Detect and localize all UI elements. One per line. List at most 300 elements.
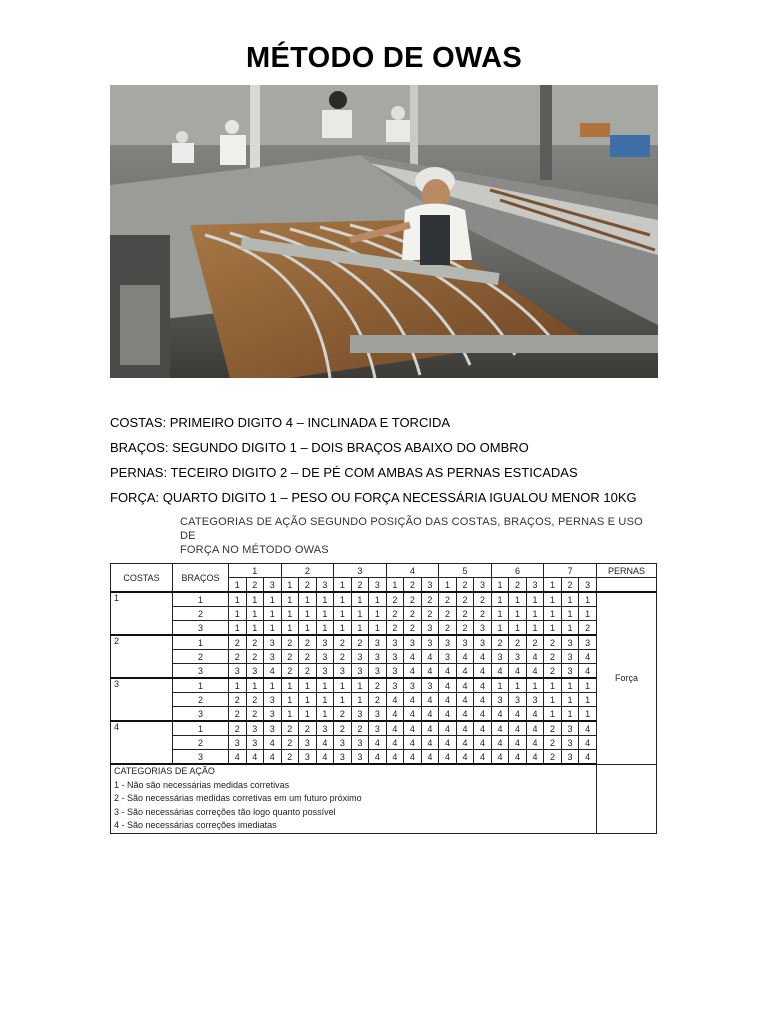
action-category-cell: 3 bbox=[439, 635, 457, 650]
bracos-value: 1 bbox=[173, 592, 229, 607]
action-category-cell: 1 bbox=[334, 678, 352, 693]
action-category-cell: 4 bbox=[491, 721, 509, 736]
action-category-cell: 1 bbox=[579, 592, 597, 607]
action-category-cell: 3 bbox=[386, 635, 404, 650]
action-category-cell: 1 bbox=[316, 693, 334, 707]
action-category-cell: 4 bbox=[264, 736, 282, 750]
action-category-cell: 4 bbox=[526, 736, 544, 750]
action-category-cell: 4 bbox=[579, 664, 597, 679]
action-category-cell: 3 bbox=[299, 736, 317, 750]
action-category-cell: 1 bbox=[334, 592, 352, 607]
action-category-cell: 1 bbox=[544, 693, 562, 707]
action-category-cell: 4 bbox=[491, 736, 509, 750]
action-category-cell: 4 bbox=[474, 678, 492, 693]
action-category-cell: 1 bbox=[351, 621, 369, 636]
table-row bbox=[111, 621, 657, 636]
action-category-cell: 1 bbox=[369, 621, 387, 636]
action-category-cell: 4 bbox=[579, 736, 597, 750]
bracos-value: 2 bbox=[173, 693, 229, 707]
header-forca-value: 2 bbox=[456, 578, 474, 593]
action-category-cell: 4 bbox=[526, 650, 544, 664]
action-category-cell: 1 bbox=[229, 621, 247, 636]
action-category-cell: 1 bbox=[526, 678, 544, 693]
action-category-cell: 4 bbox=[474, 736, 492, 750]
action-category-cell: 2 bbox=[281, 635, 299, 650]
action-category-cell: 1 bbox=[561, 678, 579, 693]
action-category-cell: 4 bbox=[491, 664, 509, 679]
action-category-cell: 4 bbox=[439, 693, 457, 707]
action-category-cell: 2 bbox=[439, 592, 457, 607]
action-category-cell: 2 bbox=[281, 721, 299, 736]
action-category-cell: 4 bbox=[509, 736, 527, 750]
action-category-cell: 1 bbox=[246, 607, 264, 621]
table-row bbox=[111, 607, 657, 621]
table-row bbox=[111, 693, 657, 707]
action-category-cell: 3 bbox=[509, 650, 527, 664]
header-forca-value: 2 bbox=[246, 578, 264, 593]
action-category-cell: 2 bbox=[299, 664, 317, 679]
costas-line: COSTAS: PRIMEIRO DIGITO 4 – INCLINADA E TORCIDA bbox=[110, 415, 450, 430]
pernas-line: PERNAS: TECEIRO DIGITO 2 – DE PÉ COM AMBAS AS PERNAS ESTICADAS bbox=[110, 465, 578, 480]
action-category-cell: 2 bbox=[526, 635, 544, 650]
action-category-cell: 3 bbox=[264, 635, 282, 650]
action-category-cell: 1 bbox=[299, 693, 317, 707]
action-category-cell: 4 bbox=[404, 707, 422, 722]
action-category-cell: 2 bbox=[544, 736, 562, 750]
action-category-cell: 1 bbox=[281, 707, 299, 722]
action-category-cell: 1 bbox=[526, 607, 544, 621]
action-category-cell: 3 bbox=[351, 650, 369, 664]
header-forca-value: 1 bbox=[334, 578, 352, 593]
header-forca-value: 2 bbox=[404, 578, 422, 593]
action-category-cell: 1 bbox=[299, 621, 317, 636]
action-category-cell: 1 bbox=[299, 707, 317, 722]
bracos-value: 2 bbox=[173, 607, 229, 621]
action-category-cell: 3 bbox=[386, 678, 404, 693]
action-category-cell: 2 bbox=[491, 635, 509, 650]
action-category-cell: 1 bbox=[491, 607, 509, 621]
action-category-cell: 2 bbox=[456, 607, 474, 621]
action-category-cell: 4 bbox=[474, 750, 492, 765]
action-category-cell: 1 bbox=[509, 678, 527, 693]
action-category-cell: 2 bbox=[404, 621, 422, 636]
owas-action-table bbox=[110, 563, 657, 834]
action-category-cell: 2 bbox=[229, 707, 247, 722]
table-row bbox=[111, 635, 657, 650]
action-category-cell: 1 bbox=[299, 607, 317, 621]
action-category-cell: 3 bbox=[509, 693, 527, 707]
header-costas: COSTAS bbox=[111, 564, 173, 593]
action-category-cell: 3 bbox=[561, 664, 579, 679]
action-category-cell: 2 bbox=[544, 721, 562, 736]
action-category-cell: 4 bbox=[456, 736, 474, 750]
bracos-value: 3 bbox=[173, 664, 229, 679]
header-pernas-value: 7 bbox=[544, 564, 597, 578]
action-category-cell: 3 bbox=[491, 693, 509, 707]
action-category-cell: 4 bbox=[439, 707, 457, 722]
action-category-cell: 1 bbox=[526, 592, 544, 607]
action-category-cell: 3 bbox=[369, 664, 387, 679]
action-category-cell: 1 bbox=[544, 621, 562, 636]
action-category-cell: 2 bbox=[404, 592, 422, 607]
action-category-cell: 1 bbox=[299, 678, 317, 693]
action-category-cell: 3 bbox=[561, 736, 579, 750]
header-pernas-value: 6 bbox=[491, 564, 544, 578]
table-header-row-pernas bbox=[111, 564, 657, 578]
action-category-cell: 3 bbox=[334, 664, 352, 679]
header-pernas-value: 5 bbox=[439, 564, 492, 578]
action-category-cell: 1 bbox=[561, 707, 579, 722]
action-category-cell: 1 bbox=[509, 607, 527, 621]
action-category-cell: 3 bbox=[421, 621, 439, 636]
header-forca-value: 2 bbox=[509, 578, 527, 593]
action-category-cell: 4 bbox=[509, 721, 527, 736]
action-category-cell: 1 bbox=[229, 592, 247, 607]
action-category-cell: 1 bbox=[351, 678, 369, 693]
header-forca-value: 1 bbox=[281, 578, 299, 593]
action-category-cell: 4 bbox=[404, 693, 422, 707]
action-category-cell: 1 bbox=[264, 621, 282, 636]
action-category-cell: 3 bbox=[474, 635, 492, 650]
table-row bbox=[111, 650, 657, 664]
action-category-cell: 1 bbox=[579, 693, 597, 707]
forca-label: Força bbox=[597, 592, 657, 764]
action-category-cell: 3 bbox=[246, 721, 264, 736]
table-row bbox=[111, 678, 657, 693]
action-category-cell: 4 bbox=[421, 750, 439, 765]
legend-item: 1 - Não são necessárias medidas corretivas bbox=[114, 779, 290, 790]
action-category-cell: 1 bbox=[264, 678, 282, 693]
action-category-cell: 3 bbox=[316, 635, 334, 650]
action-category-cell: 3 bbox=[229, 664, 247, 679]
action-category-cell: 1 bbox=[369, 592, 387, 607]
legend-row bbox=[111, 764, 657, 833]
table-row bbox=[111, 592, 657, 607]
action-category-cell: 1 bbox=[579, 678, 597, 693]
action-category-cell: 4 bbox=[474, 707, 492, 722]
action-category-cell: 4 bbox=[421, 721, 439, 736]
action-category-cell: 4 bbox=[474, 650, 492, 664]
action-category-cell: 2 bbox=[229, 721, 247, 736]
action-category-cell: 1 bbox=[351, 607, 369, 621]
action-category-cell: 1 bbox=[544, 678, 562, 693]
action-category-cell: 1 bbox=[351, 693, 369, 707]
action-category-cell: 2 bbox=[579, 621, 597, 636]
table-caption-line-2: FORÇA NO MÉTODO OWAS bbox=[180, 544, 329, 556]
action-category-cell: 1 bbox=[316, 621, 334, 636]
costas-value: 4 bbox=[111, 721, 173, 764]
action-category-cell: 2 bbox=[246, 707, 264, 722]
action-category-cell: 1 bbox=[491, 592, 509, 607]
action-category-cell: 3 bbox=[316, 664, 334, 679]
action-category-cell: 4 bbox=[421, 736, 439, 750]
factory-photo bbox=[110, 85, 658, 378]
legend-title: CATEGORIAS DE AÇÃO bbox=[114, 766, 215, 776]
action-category-cell: 4 bbox=[509, 707, 527, 722]
table-row bbox=[111, 736, 657, 750]
action-category-cell: 4 bbox=[456, 650, 474, 664]
action-category-cell: 2 bbox=[334, 650, 352, 664]
action-category-cell: 2 bbox=[299, 721, 317, 736]
action-category-cell: 1 bbox=[281, 592, 299, 607]
action-category-cell: 4 bbox=[439, 736, 457, 750]
table-caption-line-1: CATEGORIAS DE AÇÃO SEGUNDO POSIÇÃO DAS COSTAS, BRAÇOS, PERNAS E USO DE bbox=[180, 516, 643, 542]
action-category-cell: 2 bbox=[544, 750, 562, 765]
action-category-cell: 4 bbox=[456, 678, 474, 693]
owas-table-figure bbox=[110, 515, 658, 834]
action-category-cell: 2 bbox=[369, 678, 387, 693]
action-category-cell: 2 bbox=[544, 650, 562, 664]
action-category-cell: 4 bbox=[404, 736, 422, 750]
page-title: MÉTODO DE OWAS bbox=[246, 42, 522, 74]
action-category-cell: 1 bbox=[316, 592, 334, 607]
action-category-cell: 3 bbox=[386, 650, 404, 664]
bracos-line: BRAÇOS: SEGUNDO DIGITO 1 – DOIS BRAÇOS ABAIXO DO OMBRO bbox=[110, 440, 529, 455]
action-category-cell: 3 bbox=[439, 650, 457, 664]
action-category-cell: 4 bbox=[369, 750, 387, 765]
action-category-cell: 1 bbox=[579, 707, 597, 722]
action-category-cell: 4 bbox=[386, 693, 404, 707]
table-row bbox=[111, 664, 657, 679]
action-category-cell: 4 bbox=[439, 678, 457, 693]
action-category-cell: 2 bbox=[229, 693, 247, 707]
action-category-cell: 2 bbox=[281, 664, 299, 679]
action-category-cell: 3 bbox=[526, 693, 544, 707]
header-forca-value: 2 bbox=[561, 578, 579, 593]
action-category-cell: 2 bbox=[386, 621, 404, 636]
action-category-cell: 2 bbox=[404, 607, 422, 621]
action-category-cell: 4 bbox=[439, 721, 457, 736]
action-category-cell: 4 bbox=[579, 750, 597, 765]
action-category-cell: 2 bbox=[299, 650, 317, 664]
header-forca-value: 3 bbox=[264, 578, 282, 593]
action-category-cell: 2 bbox=[386, 592, 404, 607]
legend-pernas-blank bbox=[597, 764, 657, 833]
action-category-cell: 4 bbox=[316, 736, 334, 750]
table-caption bbox=[180, 515, 658, 557]
action-category-cell: 4 bbox=[474, 693, 492, 707]
header-forca-value: 3 bbox=[474, 578, 492, 593]
action-category-cell: 3 bbox=[404, 635, 422, 650]
action-category-cell: 4 bbox=[386, 750, 404, 765]
bracos-value: 3 bbox=[173, 621, 229, 636]
action-category-cell: 3 bbox=[561, 650, 579, 664]
action-category-cell: 1 bbox=[351, 592, 369, 607]
action-category-cell: 3 bbox=[421, 635, 439, 650]
action-category-cell: 2 bbox=[509, 635, 527, 650]
header-forca-value: 1 bbox=[386, 578, 404, 593]
header-forca-value: 3 bbox=[526, 578, 544, 593]
action-category-cell: 2 bbox=[229, 635, 247, 650]
action-category-cell: 4 bbox=[404, 664, 422, 679]
action-category-cell: 1 bbox=[561, 607, 579, 621]
action-category-cell: 4 bbox=[474, 664, 492, 679]
action-category-cell: 3 bbox=[369, 721, 387, 736]
action-category-cell: 2 bbox=[299, 635, 317, 650]
action-category-cell: 2 bbox=[246, 693, 264, 707]
action-category-cell: 2 bbox=[334, 721, 352, 736]
action-category-cell: 4 bbox=[421, 693, 439, 707]
action-category-cell: 4 bbox=[456, 664, 474, 679]
action-category-cell: 4 bbox=[246, 750, 264, 765]
header-pernas-value: 1 bbox=[229, 564, 282, 578]
action-category-cell: 4 bbox=[509, 664, 527, 679]
legend-item: 3 - São necessárias correções tão logo quanto possível bbox=[114, 806, 336, 817]
action-category-cell: 1 bbox=[544, 607, 562, 621]
action-category-cell: 2 bbox=[281, 736, 299, 750]
action-category-cell: 4 bbox=[386, 721, 404, 736]
action-category-cell: 3 bbox=[561, 721, 579, 736]
action-category-cell: 3 bbox=[351, 750, 369, 765]
header-forca-value: 1 bbox=[439, 578, 457, 593]
header-pernas-value: 2 bbox=[281, 564, 334, 578]
bracos-value: 3 bbox=[173, 750, 229, 765]
action-category-cell: 1 bbox=[509, 592, 527, 607]
action-category-cell: 1 bbox=[316, 678, 334, 693]
action-category-cell: 4 bbox=[456, 750, 474, 765]
header-forca-value: 3 bbox=[579, 578, 597, 593]
header-forca-value: 3 bbox=[421, 578, 439, 593]
action-category-cell: 2 bbox=[474, 607, 492, 621]
action-category-cell: 4 bbox=[404, 750, 422, 765]
action-category-cell: 4 bbox=[579, 650, 597, 664]
action-category-cell: 1 bbox=[246, 621, 264, 636]
action-category-cell: 4 bbox=[386, 707, 404, 722]
action-category-cell: 1 bbox=[334, 607, 352, 621]
action-category-cell: 3 bbox=[264, 693, 282, 707]
action-category-cell: 1 bbox=[544, 707, 562, 722]
action-category-cell: 3 bbox=[246, 736, 264, 750]
costas-value: 1 bbox=[111, 592, 173, 635]
action-category-cell: 4 bbox=[316, 750, 334, 765]
action-category-cell: 4 bbox=[526, 707, 544, 722]
action-category-cell: 3 bbox=[491, 650, 509, 664]
action-category-cell: 4 bbox=[456, 721, 474, 736]
header-pernas-blank bbox=[597, 578, 657, 593]
table-row bbox=[111, 721, 657, 736]
header-forca-value: 1 bbox=[491, 578, 509, 593]
action-category-cell: 4 bbox=[526, 750, 544, 765]
action-category-cell: 1 bbox=[579, 607, 597, 621]
action-category-cell: 1 bbox=[334, 693, 352, 707]
action-category-cell: 3 bbox=[561, 750, 579, 765]
action-category-cell: 3 bbox=[404, 678, 422, 693]
table-row bbox=[111, 707, 657, 722]
action-category-cell: 4 bbox=[579, 721, 597, 736]
action-category-cell: 2 bbox=[386, 607, 404, 621]
header-forca-value: 1 bbox=[544, 578, 562, 593]
bracos-value: 2 bbox=[173, 736, 229, 750]
action-category-cell: 3 bbox=[561, 635, 579, 650]
action-category-cell: 4 bbox=[491, 707, 509, 722]
action-category-cell: 3 bbox=[474, 621, 492, 636]
header-bracos: BRAÇOS bbox=[173, 564, 229, 593]
action-category-cell: 3 bbox=[369, 707, 387, 722]
costas-value: 3 bbox=[111, 678, 173, 721]
action-category-cell: 3 bbox=[299, 750, 317, 765]
action-category-cell: 3 bbox=[421, 678, 439, 693]
action-category-cell: 2 bbox=[456, 592, 474, 607]
header-pernas-value: 3 bbox=[334, 564, 387, 578]
header-forca-value: 2 bbox=[351, 578, 369, 593]
action-category-cell: 3 bbox=[334, 736, 352, 750]
action-category-cell: 3 bbox=[264, 707, 282, 722]
action-category-cell: 1 bbox=[316, 607, 334, 621]
action-category-cell: 1 bbox=[491, 621, 509, 636]
action-category-cell: 1 bbox=[316, 707, 334, 722]
action-category-cell: 2 bbox=[421, 592, 439, 607]
action-category-cell: 2 bbox=[281, 650, 299, 664]
action-category-cell: 1 bbox=[281, 607, 299, 621]
bracos-value: 3 bbox=[173, 707, 229, 722]
action-category-cell: 3 bbox=[316, 650, 334, 664]
action-category-cell: 4 bbox=[439, 750, 457, 765]
action-category-cell: 4 bbox=[526, 664, 544, 679]
action-category-cell: 4 bbox=[509, 750, 527, 765]
header-pernas: PERNAS bbox=[597, 564, 657, 578]
action-category-cell: 1 bbox=[246, 678, 264, 693]
action-category-cell: 1 bbox=[526, 621, 544, 636]
action-category-cell: 2 bbox=[544, 664, 562, 679]
action-category-cell: 4 bbox=[404, 650, 422, 664]
action-category-cell: 1 bbox=[369, 607, 387, 621]
action-category-cell: 1 bbox=[561, 592, 579, 607]
action-category-cell: 3 bbox=[264, 650, 282, 664]
action-category-cell: 4 bbox=[264, 750, 282, 765]
action-category-cell: 4 bbox=[421, 707, 439, 722]
action-category-cell: 4 bbox=[369, 736, 387, 750]
action-category-cell: 1 bbox=[561, 621, 579, 636]
bracos-value: 1 bbox=[173, 678, 229, 693]
header-forca-value: 1 bbox=[229, 578, 247, 593]
legend-item: 4 - São necessárias correções imediatas bbox=[114, 820, 277, 830]
action-category-cell: 1 bbox=[544, 592, 562, 607]
action-category-cell: 2 bbox=[439, 621, 457, 636]
header-forca-value: 2 bbox=[299, 578, 317, 593]
action-category-cell: 1 bbox=[561, 693, 579, 707]
action-category-cell: 1 bbox=[509, 621, 527, 636]
bracos-value: 1 bbox=[173, 635, 229, 650]
action-category-cell: 1 bbox=[491, 678, 509, 693]
action-category-cell: 3 bbox=[456, 635, 474, 650]
action-category-cell: 1 bbox=[281, 678, 299, 693]
header-forca-value: 3 bbox=[316, 578, 334, 593]
action-category-cell: 1 bbox=[246, 592, 264, 607]
action-category-cell: 3 bbox=[351, 707, 369, 722]
action-category-cell: 1 bbox=[299, 592, 317, 607]
action-category-cell: 3 bbox=[316, 721, 334, 736]
action-category-cell: 2 bbox=[544, 635, 562, 650]
action-category-cell: 2 bbox=[246, 650, 264, 664]
action-category-cell: 3 bbox=[369, 635, 387, 650]
action-category-cell: 3 bbox=[351, 664, 369, 679]
action-category-cell: 2 bbox=[229, 650, 247, 664]
action-category-cell: 4 bbox=[456, 707, 474, 722]
forca-line: FORÇA: QUARTO DIGITO 1 – PESO OU FORÇA NECESSÁRIA IGUALOU MENOR 10KG bbox=[110, 490, 637, 505]
action-category-cell: 2 bbox=[474, 592, 492, 607]
action-category-cell: 1 bbox=[281, 693, 299, 707]
action-category-cell: 1 bbox=[229, 678, 247, 693]
action-category-cell: 1 bbox=[229, 607, 247, 621]
action-category-cell: 3 bbox=[264, 721, 282, 736]
action-category-cell: 3 bbox=[369, 650, 387, 664]
action-category-cell: 2 bbox=[334, 635, 352, 650]
action-category-cell: 4 bbox=[474, 721, 492, 736]
action-category-cell: 4 bbox=[456, 693, 474, 707]
action-category-cell: 3 bbox=[579, 635, 597, 650]
table-row bbox=[111, 750, 657, 765]
action-category-cell: 4 bbox=[386, 736, 404, 750]
